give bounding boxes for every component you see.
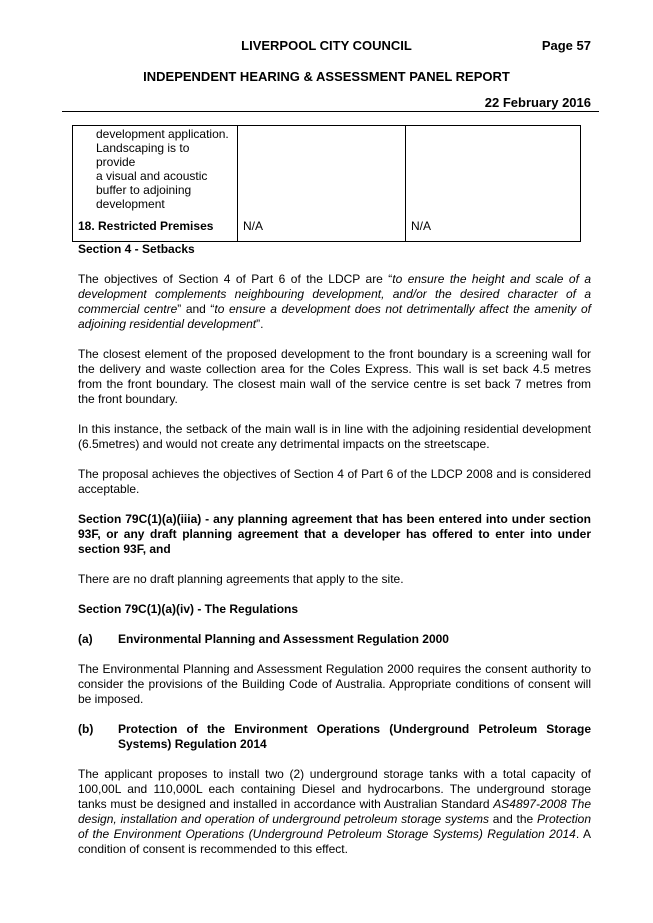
subsection-title: Protection of the Environment Operations (Underground Petroleum Storage Systems) Regulation 2014: [118, 722, 591, 751]
report-date: 22 February 2016: [484, 95, 591, 110]
cell-line: development application.: [96, 127, 229, 141]
subsection-label: (a): [78, 632, 93, 646]
paragraph: The proposal achieves the objectives of Section 4 of Part 6 of the LDCP 2008 and is considered acceptable.: [78, 467, 591, 496]
council-name: LIVERPOOL CITY COUNCIL: [241, 38, 412, 53]
table-row: [73, 214, 581, 242]
section-heading: Section 4 - Setbacks: [78, 242, 195, 256]
paragraph: In this instance, the setback of the main wall is in line with the adjoining residential development (6.5metres) and would not create any detrimental impacts on the streetscape.: [78, 422, 591, 451]
subsection-title: Environmental Planning and Assessment Regulation 2000: [118, 632, 449, 646]
cell-line: buffer to adjoining: [96, 183, 192, 197]
paragraph: The closest element of the proposed development to the front boundary is a screening wall for the delivery and waste collection area for the Coles Express. This wall is set back 4.5 metres from the front boundary. The closest main wall of the service centre is set back 7 metres from the front boundary.: [78, 347, 591, 406]
paragraph: There are no draft planning agreements that apply to the site.: [78, 572, 404, 586]
section-heading: Section 79C(1)(a)(iv) - The Regulations: [78, 602, 299, 616]
subsection-heading: [78, 632, 591, 647]
table-cell-compliance: [406, 126, 581, 215]
subsection-label: (b): [78, 722, 94, 736]
table-cell-requirement: N/A: [238, 214, 406, 242]
cell-line: development: [96, 197, 165, 211]
cell-line: a visual and acoustic: [96, 169, 208, 183]
paragraph: The applicant proposes to install two (2) underground storage tanks with a total capacity of 100,00L and 110,000L each containing Diesel and hydrocarbons. The underground storage tanks must be designed and installed in accordance with Australian Standard AS4897-2008 The design, installation and operation of underground petroleum storage systems and the Protection of the Environment Operations (Underground Petroleum Storage Systems) Regulation 2014. A condition of consent is recommended to this effect.: [78, 767, 592, 856]
table-cell-requirement: [238, 126, 406, 215]
subsection-heading: [78, 722, 591, 752]
compliance-table: [72, 125, 581, 242]
header-rule: [62, 111, 599, 112]
page-number: Page 57: [541, 38, 591, 53]
table-cell-compliance: N/A: [406, 214, 581, 242]
table-cell-control: [73, 126, 238, 215]
report-title: INDEPENDENT HEARING & ASSESSMENT PANEL REPORT: [143, 69, 510, 84]
report-body: [78, 242, 591, 872]
paragraph: The objectives of Section 4 of Part 6 of the LDCP are “to ensure the height and scale of a development complements neighbouring development, and/or the desired character of a commercial centre” and “to ensure a development does not detrimentally affect the amenity of adjoining residential development”.: [78, 272, 591, 331]
cell-line: Landscaping is to provide: [96, 141, 190, 169]
section-heading: Section 79C(1)(a)(iiia) - any planning agreement that has been entered into under section 93F, or any draft planning agreement that a developer has offered to enter into under section 93F, and: [78, 512, 591, 556]
table-row: [73, 126, 581, 215]
table-cell-control: 18. Restricted Premises: [73, 214, 238, 242]
paragraph: The Environmental Planning and Assessment Regulation 2000 requires the consent authority to consider the provisions of the Building Code of Australia. Appropriate conditions of consent will be imposed.: [78, 662, 591, 706]
